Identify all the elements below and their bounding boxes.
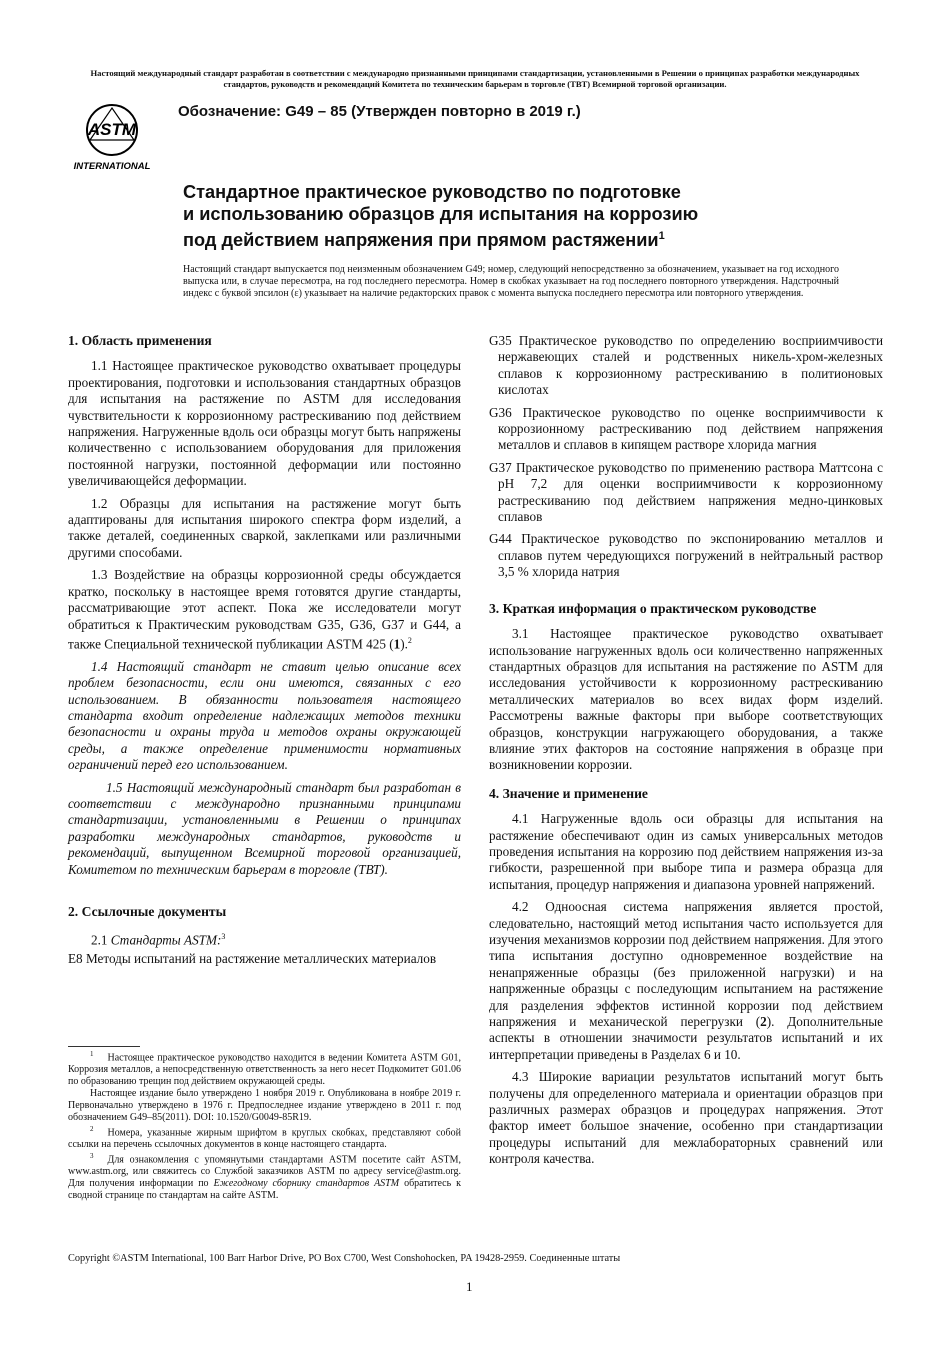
title-line-3: под действием напряжения при прямом растяжении$^1$	[183, 230, 665, 251]
para-1-3: 1.3 Воздействие на образцы коррозионной среды обсуждается кратко, поскольку в настоящее время готовятся другие стандарты, рассматривающие этот аспект. Пока же исследователи могут обратиться к Практическим руководствам G35, G36, G37 и G44, а также Специальной технической публикации ASTM 425 (1).$^2$	[68, 567, 461, 652]
note-line-1: Настоящий международный стандарт разработан в соответствии с международно признанными принципами стандартизации, установленными в Решении о принципах разработки международных	[90, 68, 860, 78]
svg-text:ASTM: ASTM	[87, 120, 137, 139]
designation: Обозначение: G49 – 85 (Утвержден повторно в 2019 г.)	[178, 103, 581, 120]
issuance-statement: Настоящий стандарт выпускается под неизменным обозначением G49; номер, следующий непосредственно за обозначением, указывает на год исходного выпуска или, в случае пересмотра, на год последнего пересмотра. Номер в скобках указывает на год последнего повторного утверждения. Надстрочный индекс с буквой эпсилон (ε) указывает на наличие редакторских правок с момента выпуска последнего пересмотра или повторного утверждения.	[183, 264, 839, 300]
ref-item-g35: G35 Практическое руководство по определению восприимчивости нержавеющих сталей и родственных никель-хром-железных сплавов к коррозионному растрескиванию в политионовых кислотах	[489, 333, 883, 398]
title-line-1: Стандартное практическое руководство по подготовке	[183, 182, 681, 202]
title-line-2: и использованию образцов для испытания на коррозию	[183, 204, 699, 224]
ref-item-g36: G36 Практическое руководство по оценке восприимчивости к коррозионному растрескиванию под действием напряжения металлов и сплавов в кипящем растворе хлорида магния	[489, 404, 883, 453]
svg-text:INTERNATIONAL: INTERNATIONAL	[73, 161, 151, 172]
page-number: 1	[466, 1279, 473, 1294]
astm-logo-graphic	[66, 102, 158, 174]
para-1-1: 1.1 Настоящее практическое руководство охватывает процедуры проектирования, подготовки и использования стандартных образцов для испытания на растяжение по ASTM для исследования чувствительности к коррозионному растрескиванию под действием напряжения. Нагруженные вдоль оси образцы могут быть напряжены количественно с использованием оборудования для приложения постоянной нагрузки, постоянной деформации или постоянно увеличивающейся деформации.	[68, 358, 461, 489]
title-footnote-ref[interactable]: 1	[658, 230, 665, 242]
copyright: Copyright ©ASTM International, 100 Barr Harbor Drive, PO Box C700, West Conshohocken, PA 19428-2959. Соединенные штаты	[68, 1253, 621, 1264]
ref-item-g44: G44 Практическое руководство по экспонированию металлов и сплавов путем чередующихся погружений в нейтральный раствор 3,5 % хлорида натрия	[489, 531, 883, 580]
footnote-1: $^1$ Настоящее практическое руководство находится в ведении Комитета ASTM G01, Коррозия металлов, а непосредственную ответственность за него несет Подкомитет G01.06 по образованию трещин под действием окружающей среды.	[68, 1050, 461, 1088]
para-1-5: 1.5 Настоящий международный стандарт был разработан в соответствии с международно признанными принципами стандартизации, установленными в Решении о принципах разработки международных стандартов, руководств и рекомендаций, выпущенном Всемирной торговой организацией, Комитетом по техническим барьерам в торговле (ТВТ).	[68, 779, 461, 877]
para-2-1: 2.1 Стандарты ASTM:$^3$	[91, 932, 226, 948]
left-column	[68, 333, 461, 974]
footnote-divider	[68, 1046, 140, 1047]
footnotes	[68, 1049, 461, 1202]
para-4-2: 4.2 Одноосная система напряжения является простой, следовательно, настоящий метод испытания часто используется для изучения механизмов коррозии под действием напряжения. Для этого типа испытания доступно одновременное воздействие на ненапряженные образцы (без приложенной нагрузки) и на напряженные образцы с последующим испытанием на растяжение для разделения эффектов истинной коррозии под действием напряжения и механической перегрузки (2). Дополнительные аспекты в отношении значимости результатов испытаний и их интерпретации приведены в Разделах 6 и 10.	[489, 899, 884, 1062]
footnote-1-edition: Настоящее издание было утверждено 1 ноября 2019 г. Опубликована в ноябре 2019 г. Первоначально утверждено в 1976 г. Предпоследнее издание утверждено в 2011 г. под обозначением G49–85(2011). DOI: 10.1520/G0049-85R19.	[68, 1088, 461, 1123]
ref-item-e8: E8 Методы испытаний на растяжение металлических материалов	[68, 951, 437, 967]
section-2-heading: 2. Ссылочные документы	[68, 903, 227, 919]
section-1-heading: 1. Область применения	[68, 333, 212, 348]
section-3-heading: 3. Краткая информация о практическом руководстве	[489, 600, 817, 616]
para-3-1: 3.1 Настоящее практическое руководство охватывает использование нагруженных вдоль оси количественно напряженных стандартных образцов для испытания на растяжение по ASTM для исследования устойчивости к коррозионному растрескиванию металлических материалов во всех видах форм изделий. Рассмотрены важные факторы при выборе соответствующих образцов, конструкции нагружающего оборудования, а также влияние этих факторов на состояние напряжения в образце при возникновении коррозии.	[489, 626, 883, 773]
footnote-3: $^3$ Для ознакомления с упомянутыми стандартами ASTM посетите сайт ASTM, www.astm.org, или свяжитесь со Службой заказчиков ASTM по адресу service@astm.org. Для получения информации по Ежегодному сборнику стандартов ASTM обратитесь к сводной странице по стандартам на сайте ASTM.	[68, 1151, 462, 1201]
international-standard-note	[60, 68, 890, 90]
para-4-3: 4.3 Широкие вариации результатов испытаний могут быть получены для определенного материала и ориентации образцов при различных размерах образцов и процедурах напряжения. Этот фактор имеет большое значение, особенно при стандартизации процедуры испытаний для межлабораторных сравнений или контроля качества.	[489, 1069, 883, 1167]
section-4-heading: 4. Значение и применение	[489, 785, 648, 801]
footnote-ref-3[interactable]: 3	[221, 932, 226, 942]
ref-1[interactable]: 1	[393, 636, 401, 652]
para-1-2: 1.2 Образцы для испытания на растяжение могут быть адаптированы для испытания широкого спектра форм изделий, а также деталей, соединенных сваркой, заклепками или различными другими способами.	[68, 495, 461, 560]
note-line-2: стандартов, руководств и рекомендаций Комитета по техническим барьерам в торговле (ТВТ) Всемирной торговой организации.	[223, 79, 727, 89]
ref-item-g37: G37 Практическое руководство по применению раствора Маттсона с pH 7,2 для оценки восприимчивости к коррозионному растрескиванию под действием напряжения медно-цинковых сплавов	[489, 459, 883, 525]
para-1-4: 1.4 Настоящий стандарт не ставит целью описание всех проблем безопасности, если они имеются, связанных с его использованием. В обязанности пользователя настоящего стандарта входит определение надлежащих методов техники безопасности и охраны труда и методов охраны окружающей среды, а также определение применимости нормативных ограничений перед его использованием.	[68, 658, 461, 773]
footnote-ref-2[interactable]: 2	[407, 635, 412, 645]
document-title	[183, 181, 823, 251]
ref-2[interactable]: 2	[760, 1014, 767, 1030]
astm-logo	[66, 102, 158, 174]
right-column	[489, 333, 883, 1174]
para-4-1: 4.1 Нагруженные вдоль оси образцы для испытания на растяжение обеспечивают один из самых универсальных методов проведения испытания на коррозию под действием напряжения из-за гибкости, разрешенной при выборе типа и размера образца для испытания, процедур напряжения и диапазона уровней напряжений.	[489, 811, 883, 892]
footnote-2: $^2$ Номера, указанные жирным шрифтом в круглых скобках, представляют собой ссылки на перечень ссылочных документов в конце настоящего стандарта.	[68, 1124, 461, 1150]
